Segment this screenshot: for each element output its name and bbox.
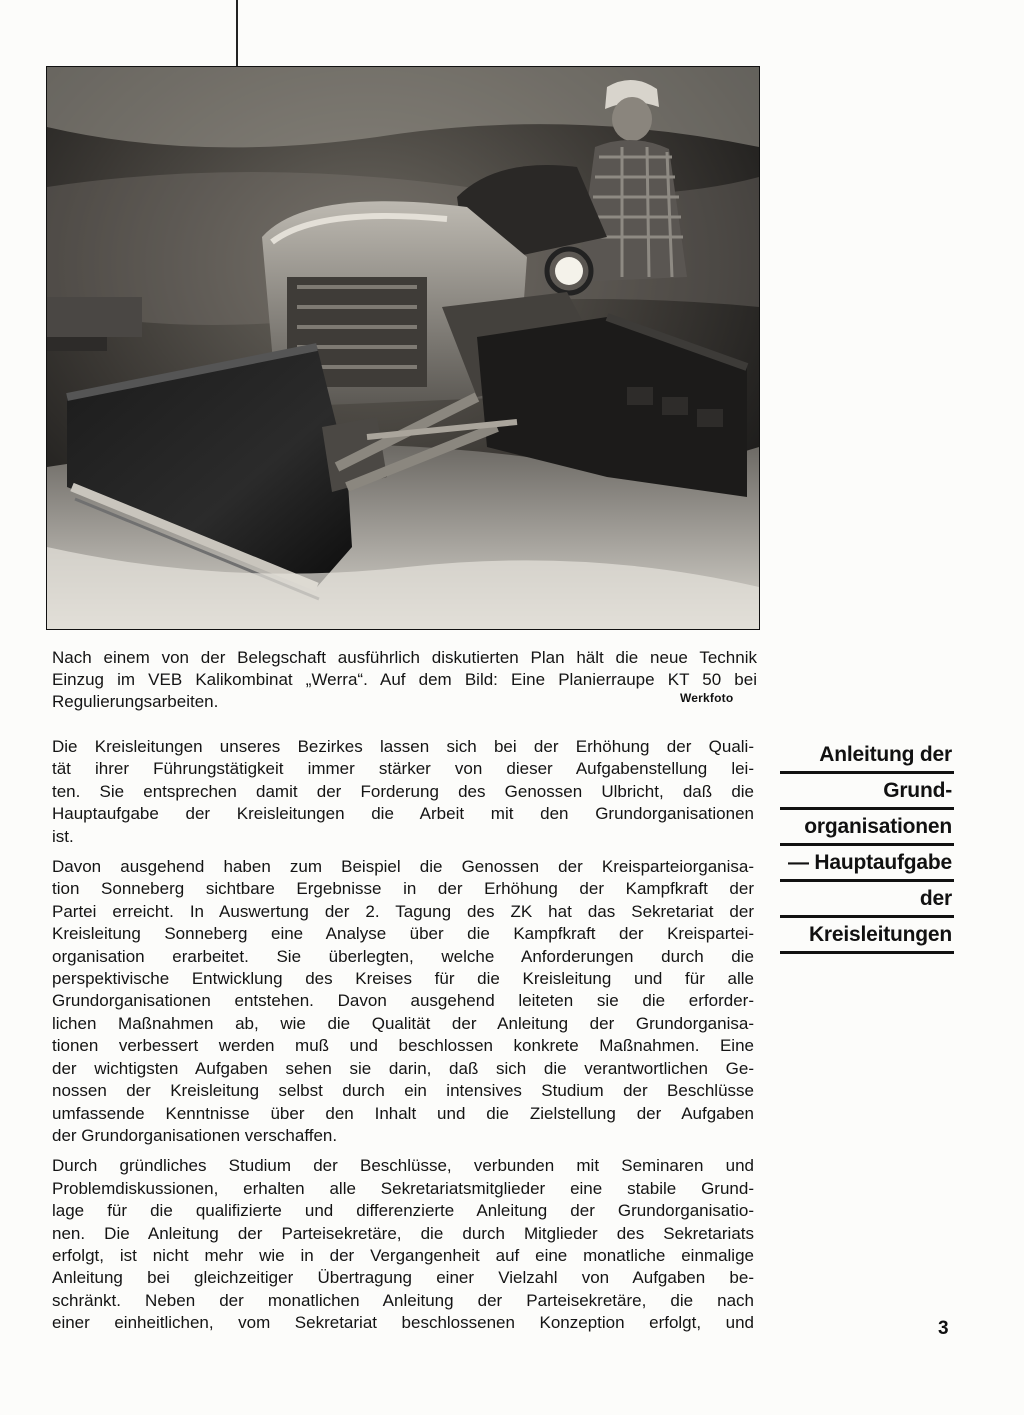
sidebar-heading-line: Kreisleitungen <box>780 918 954 954</box>
article-paragraph <box>52 856 754 1147</box>
article-line: ist. <box>52 826 74 846</box>
photo-caption <box>52 647 757 713</box>
article-line: Grundorganisationen entstehen. Davon ausgehend leiteten sie die erforder- <box>52 991 754 1011</box>
article-line: Die Kreisleitungen unseres Bezirkes lassen sich bei der Erhöhung der Quali- <box>52 737 754 756</box>
sidebar-heading-line: Grund- <box>780 774 954 810</box>
article-line: Problemdiskussionen, erhalten alle Sekretariatsmitglieder eine stabile Grund- <box>52 1178 754 1198</box>
article-line: erfolgt, ist nicht mehr wie in der Vergangenheit auf eine monatliche einmalige <box>52 1245 754 1265</box>
article-line: Kreisleitung Sonneberg eine Analyse über die Kampfkraft der Kreispartei- <box>52 924 754 944</box>
article-paragraph <box>52 736 754 848</box>
sidebar-heading-line: organisationen <box>780 810 954 846</box>
article-body <box>52 736 754 1343</box>
sidebar-heading-line: — Hauptaufgabe <box>780 846 954 882</box>
bulldozer-photo-illustration <box>47 67 759 629</box>
article-line: lage für die qualifizierte und differenzierte Anleitung der Grundorganisatio- <box>52 1201 754 1221</box>
article-paragraph <box>52 1155 754 1334</box>
bulldozer-photo <box>46 66 760 630</box>
sidebar-heading-line: Anleitung der <box>780 738 954 774</box>
article-line: perspektivische Entwicklung des Kreises für die Kreisleitung und für alle <box>52 969 754 989</box>
article-line: Hauptaufgabe der Kreisleitungen die Arbeit mit den Grundorganisationen <box>52 804 754 824</box>
article-line: tion Sonneberg sichtbare Ergebnisse in der Erhöhung der Kampfkraft der <box>52 879 754 899</box>
article-line: nen. Die Anleitung der Parteisekretäre, die durch Mitglieder des Sekretariats <box>52 1223 754 1243</box>
sidebar-heading-line: der <box>780 882 954 918</box>
page-number: 3 <box>938 1318 949 1339</box>
article-line: ten. Sie entsprechen damit der Forderung des Genossen Ulbricht, daß die <box>52 781 754 801</box>
sidebar-heading <box>780 738 954 954</box>
article-line: lichen Maßnahmen ab, wie die Qualität der Anleitung der Grundorganisa- <box>52 1013 754 1033</box>
article-line: der wichtigsten Aufgaben sehen sie darin, daß sich die verantwortlichen Ge- <box>52 1058 754 1078</box>
article-line: Partei erreicht. In Auswertung der 2. Tagung des ZK hat das Sekretariat der <box>52 901 754 921</box>
caption-line: Einzug im VEB Kalikombinat „Werra“. Auf dem Bild: Eine Planierraupe KT 50 bei <box>52 670 757 689</box>
article-line: organisation erarbeitet. Sie überlegten, welche Anforderungen durch die <box>52 946 754 966</box>
article-line: Durch gründliches Studium der Beschlüsse, verbunden mit Seminaren und <box>52 1156 754 1176</box>
article-line: einer einheitlichen, vom Sekretariat beschlossenen Konzeption erfolgt, und <box>52 1313 754 1333</box>
article-line: Davon ausgehend haben zum Beispiel die Genossen der Kreisparteiorganisa- <box>52 857 754 877</box>
photo-credit: Werkfoto <box>680 691 734 705</box>
caption-line: Nach einem von der Belegschaft ausführlich diskutierten Plan hält die neue Technik <box>52 648 757 667</box>
article-line: schränkt. Neben der monatlichen Anleitung der Parteisekretäre, die nach <box>52 1290 754 1310</box>
article-line: Anleitung bei gleichzeitiger Übertragung einer Vielzahl von Aufgaben be- <box>52 1268 754 1288</box>
article-line: tionen verbessert werden muß und beschlossen konkrete Maßnahmen. Eine <box>52 1036 754 1056</box>
article-line: tät ihrer Führungstätigkeit immer stärker von dieser Aufgabenstellung lei- <box>52 759 754 779</box>
article-line: umfassende Kenntnisse über den Inhalt und die Zielstellung der Aufgaben <box>52 1103 754 1123</box>
article-line: nossen der Kreisleitung selbst durch ein intensives Studium der Beschlüsse <box>52 1081 754 1101</box>
caption-line: Regulierungsarbeiten. <box>52 692 219 711</box>
article-line: der Grundorganisationen verschaffen. <box>52 1125 338 1145</box>
